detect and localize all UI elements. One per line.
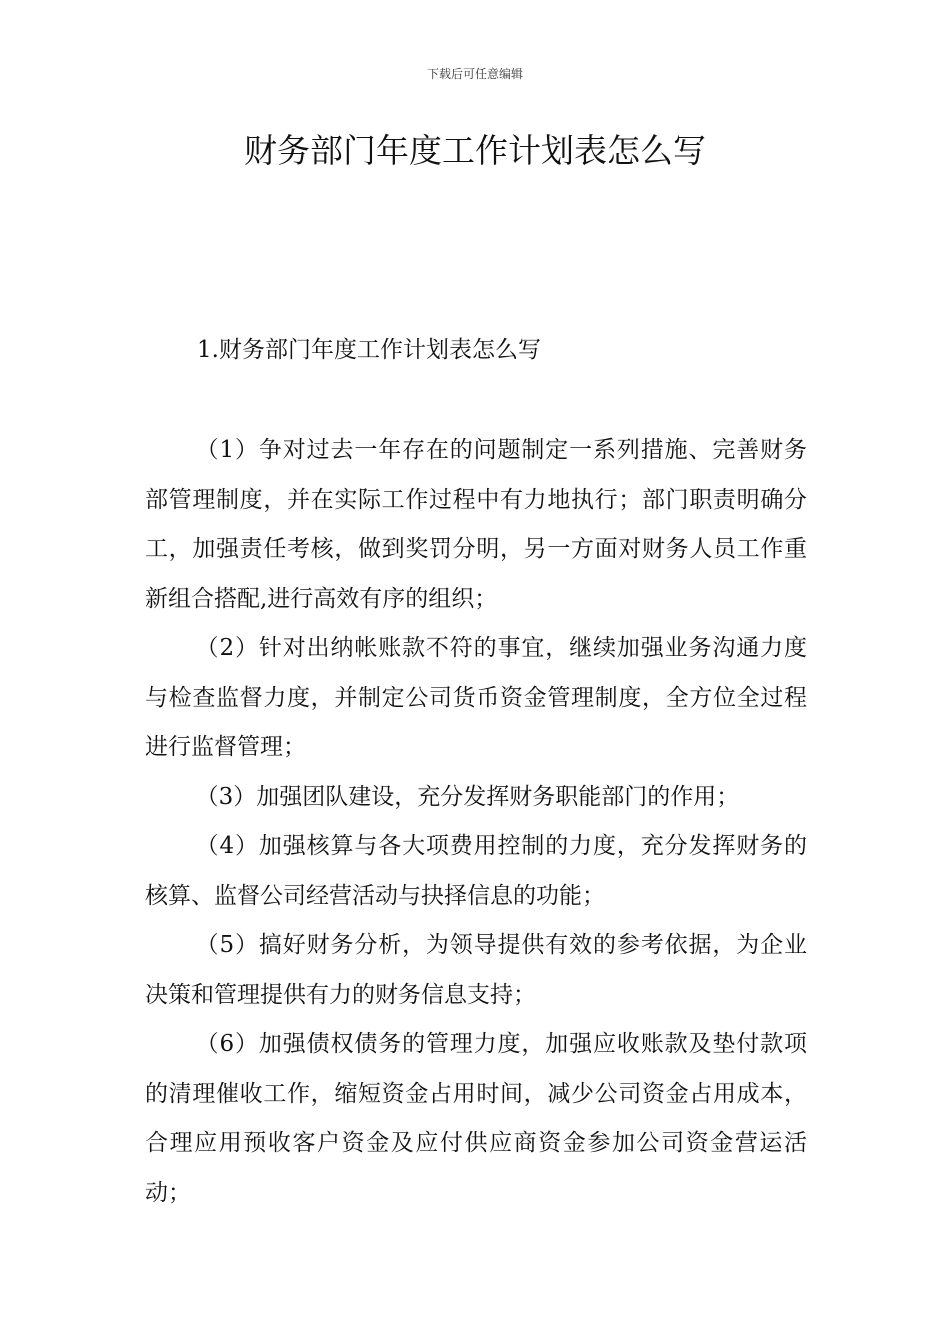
paragraph-6: （6）加强债权债务的管理力度，加强应收账款及垫付款项的清理催收工作，缩短资金占用时间，减少公司资金占用成本，合理应用预收客户资金及应付供应商资金参加公司资金营运活动； [145,1031,807,1206]
document-title: 财务部门年度工作计划表怎么写 [244,131,706,170]
paragraph-2: （2）针对出纳帐账款不符的事宜，继续加强业务沟通力度与检查监督力度，并制定公司货币资金管理制度，全方位全过程进行监督管理； [145,635,807,760]
document-body [145,426,807,1218]
paragraph-5: （5）搞好财务分析，为领导提供有效的参考依据，为企业决策和管理提供有力的财务信息支持； [145,932,807,1008]
section-heading: 1.财务部门年度工作计划表怎么写 [197,337,541,363]
paragraph-1: （1）争对过去一年存在的问题制定一系列措施、完善财务部管理制度，并在实际工作过程中有力地执行；部门职责明确分工，加强责任考核，做到奖罚分明，另一方面对财务人员工作重新组合搭配,进行高效有序的组织； [145,437,807,612]
header-note: 下载后可任意编辑 [426,67,523,81]
paragraph-3: （3）加强团队建设，充分发挥财务职能部门的作用； [195,783,740,810]
paragraph-4: （4）加强核算与各大项费用控制的力度，充分发挥财务的核算、监督公司经营活动与抉择信息的功能； [145,833,807,909]
